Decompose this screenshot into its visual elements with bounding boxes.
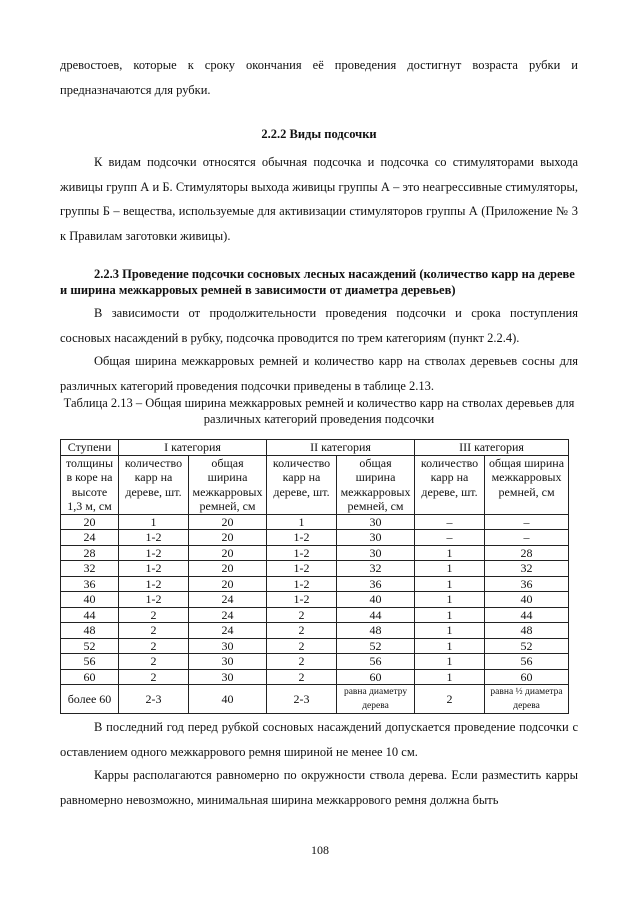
table-cell: 30 (337, 514, 415, 530)
table-cell: 40 (485, 592, 569, 608)
table-cell: 1-2 (267, 576, 337, 592)
table-cell: 1 (415, 654, 485, 670)
table-cell: 20 (189, 530, 267, 546)
table-cell: 1-2 (267, 561, 337, 577)
table-cell: 60 (485, 669, 569, 685)
table-cell: 44 (485, 607, 569, 623)
table-cell: 24 (189, 592, 267, 608)
table-cell: 20 (189, 514, 267, 530)
table-cell: 48 (337, 623, 415, 639)
table-cell: 40 (61, 592, 119, 608)
table-cell: 2 (119, 638, 189, 654)
table-header-row-2 (61, 455, 569, 514)
table-cell: 30 (189, 654, 267, 670)
table-cell: 1 (415, 638, 485, 654)
table-cell: 1-2 (119, 545, 189, 561)
table-cell: 40 (189, 685, 267, 714)
table-cell: 1 (267, 514, 337, 530)
header-width-1: общая ширина межкарровых ремней, см (189, 455, 267, 514)
table-cell: 2 (415, 685, 485, 714)
section-title-223: 2.2.3 Проведение подсочки сосновых лесных насаждений (количество карр на дереве и ширина межкарровых ремней в зависимости от диаметра деревьев) (60, 267, 575, 297)
table-cell: 36 (337, 576, 415, 592)
table-cell: 20 (189, 561, 267, 577)
table-cell: 2 (119, 654, 189, 670)
table-cell: – (485, 514, 569, 530)
table-cell: 48 (61, 623, 119, 639)
table-cell: 56 (337, 654, 415, 670)
table-cell: 24 (189, 607, 267, 623)
table-cell: 1 (415, 545, 485, 561)
table-cell: 1 (415, 669, 485, 685)
table-cell: 60 (337, 669, 415, 685)
table-cell: 56 (485, 654, 569, 670)
header-category-2: II категория (267, 440, 415, 456)
table-row (61, 623, 569, 639)
section-title-222: 2.2.2 Виды подсочки (261, 127, 377, 141)
table-cell: 1-2 (267, 592, 337, 608)
table-cell: более 60 (61, 685, 119, 714)
table-caption: Таблица 2.13 – Общая ширина межкарровых ремней и количество карр на стволах деревьев для различных категорий проведения подсочки (63, 396, 575, 426)
table-cell: 30 (189, 638, 267, 654)
header-category-1: I категория (119, 440, 267, 456)
table-cell: равна ½ диаметра дерева (485, 685, 569, 714)
table-cell: 32 (337, 561, 415, 577)
section-222-text: К видам подсочки относятся обычная подсочка и подсочка со стимуляторами выхода живицы групп А и Б. Стимуляторы выхода живицы группы А – это неагрессивные стимуляторы, группы Б – вещества, используемые для активизации стимуляторов группы А (Приложение № 3 к Правилам заготовки живицы). (60, 155, 578, 243)
table-cell: 2 (267, 607, 337, 623)
page-number: 108 (311, 843, 329, 857)
table-cell: 32 (485, 561, 569, 577)
table-cell: 2 (267, 654, 337, 670)
table-cell: 1 (415, 576, 485, 592)
table-cell: – (415, 514, 485, 530)
table-cell: – (485, 530, 569, 546)
table-row (61, 607, 569, 623)
table-cell: 1-2 (267, 545, 337, 561)
table-row (61, 561, 569, 577)
table-cell: 24 (189, 623, 267, 639)
top-paragraph: древостоев, которые к сроку окончания её проведения достигнут возраста рубки и предназначаются для рубки. (60, 58, 578, 97)
header-width-3: общая ширина межкарровых ремней, см (485, 455, 569, 514)
table-cell: 20 (61, 514, 119, 530)
table-cell: 30 (189, 669, 267, 685)
table-cell: 52 (61, 638, 119, 654)
data-table (60, 439, 569, 714)
table-cell: 1-2 (267, 530, 337, 546)
table-cell: 44 (337, 607, 415, 623)
table-cell: 1-2 (119, 530, 189, 546)
table-cell: 52 (337, 638, 415, 654)
table-cell: 30 (337, 545, 415, 561)
table-cell: 56 (61, 654, 119, 670)
header-stage: Ступени (61, 440, 119, 456)
table-row (61, 638, 569, 654)
table-cell: 2 (119, 669, 189, 685)
table-body (61, 514, 569, 714)
table-cell: 2 (119, 623, 189, 639)
table-cell: 1-2 (119, 592, 189, 608)
header-count-1: количество карр на дереве, шт. (119, 455, 189, 514)
table-row (61, 669, 569, 685)
section-223-para1: В зависимости от продолжительности проведения подсочки и срока поступления сосновых насаждений в рубку, подсочка проводится по трем категориям (пункт 2.2.4). (60, 306, 578, 345)
table-cell: равна диаметру дерева (337, 685, 415, 714)
table-cell: 44 (61, 607, 119, 623)
table-row (61, 530, 569, 546)
table-cell: 1-2 (119, 561, 189, 577)
table-row (61, 545, 569, 561)
after-table-para2: Карры располагаются равномерно по окружности ствола дерева. Если разместить карры равномерно невозможно, минимальная ширина межкаррового ремня должна быть (60, 768, 578, 807)
table-cell: 20 (189, 545, 267, 561)
table-row (61, 592, 569, 608)
table-cell: 2-3 (119, 685, 189, 714)
header-stage-desc: толщины в коре на высоте 1,3 м, см (61, 455, 119, 514)
header-width-2: общая ширина межкарровых ремней, см (337, 455, 415, 514)
after-table-para1: В последний год перед рубкой сосновых насаждений допускается проведение подсочки с оставлением одного межкаррового ремня шириной не менее 10 см. (60, 720, 578, 759)
table-cell: 2 (267, 623, 337, 639)
header-count-3: количество карр на дереве, шт. (415, 455, 485, 514)
header-count-2: количество карр на дереве, шт. (267, 455, 337, 514)
table-cell: 1 (119, 514, 189, 530)
table-cell: 28 (485, 545, 569, 561)
table-cell: 1-2 (119, 576, 189, 592)
table-cell: 48 (485, 623, 569, 639)
table-cell: 36 (485, 576, 569, 592)
section-223-para2: Общая ширина межкарровых ремней и количество карр на стволах деревьев сосны для различных категорий проведения подсочки приведены в таблице 2.13. (60, 354, 578, 393)
table-header-row-1 (61, 440, 569, 456)
table-cell: 1 (415, 623, 485, 639)
table-cell: 28 (61, 545, 119, 561)
table-cell: 36 (61, 576, 119, 592)
table-cell: 30 (337, 530, 415, 546)
table-row (61, 576, 569, 592)
table-row (61, 514, 569, 530)
table-cell: 60 (61, 669, 119, 685)
table-cell: – (415, 530, 485, 546)
table-row-last (61, 685, 569, 714)
table-cell: 1 (415, 607, 485, 623)
table-cell: 1 (415, 592, 485, 608)
table-row (61, 654, 569, 670)
table-cell: 32 (61, 561, 119, 577)
table-cell: 2-3 (267, 685, 337, 714)
table-cell: 24 (61, 530, 119, 546)
table-cell: 2 (267, 669, 337, 685)
table-cell: 2 (119, 607, 189, 623)
table-cell: 20 (189, 576, 267, 592)
header-category-3: III категория (415, 440, 569, 456)
table-cell: 2 (267, 638, 337, 654)
table-cell: 40 (337, 592, 415, 608)
table-cell: 1 (415, 561, 485, 577)
table-cell: 52 (485, 638, 569, 654)
